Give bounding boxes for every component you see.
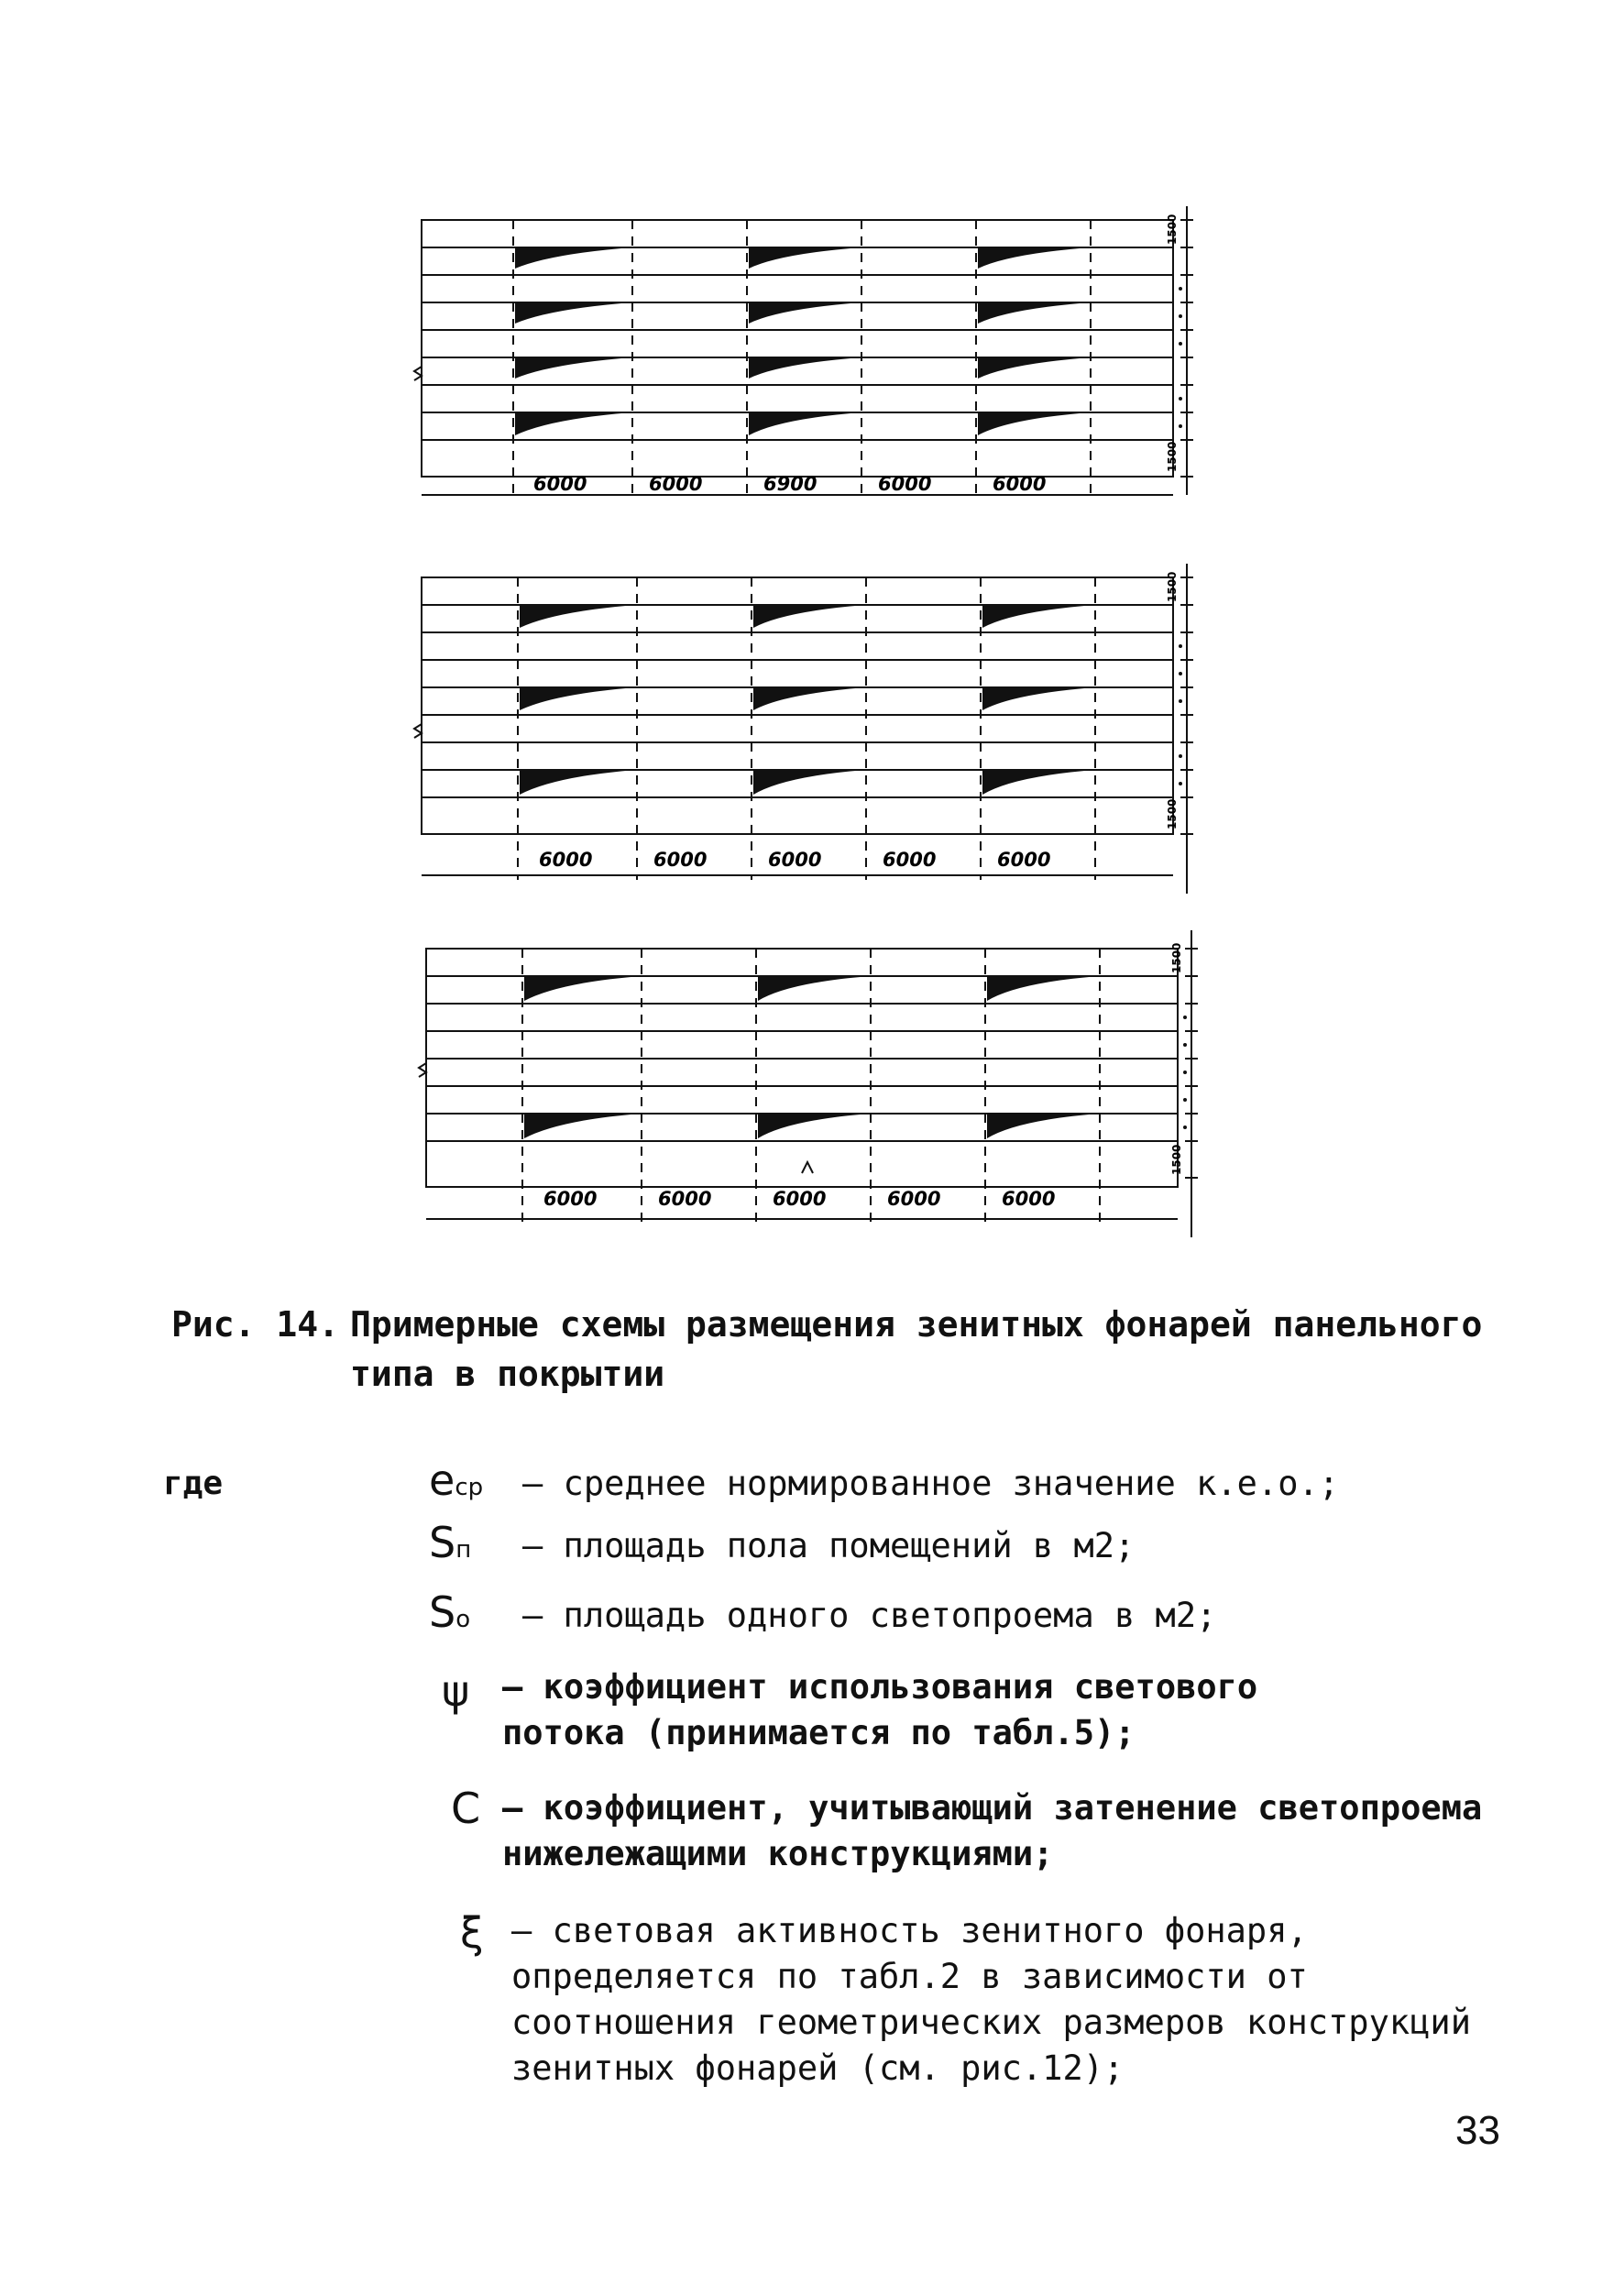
definition-item: [403, 1589, 1540, 1641]
definition-text: – среднее нормированное значение к.е.о.;: [522, 1464, 1340, 1503]
dim-label: 6000: [993, 473, 1047, 495]
definition-symbol: eср: [429, 1455, 484, 1505]
definition-text: – коэффициент использования светового потока (принимается по табл.5);: [502, 1667, 1258, 1752]
definition-symbol: ψ: [442, 1666, 470, 1716]
dim-label: 6000: [997, 849, 1051, 871]
definition-item: [403, 1782, 1540, 1883]
definition-text: – световая активность зенитного фонаря, определяется по табл.2 в зависимости от соотношения геометрических размеров конструкций зенитных фонарей (см. рис.12);: [511, 1911, 1471, 2088]
dim-label: 6000: [883, 849, 937, 871]
dim-label: 6900: [763, 473, 817, 495]
vertical-dim-label: 1500: [1166, 798, 1179, 829]
dim-label: 6000: [887, 1188, 941, 1210]
definition-text: – коэффициент, учитывающий затенение светопроема нижележащими конструкциями;: [502, 1788, 1483, 1873]
vertical-dim-label: 1500: [1170, 942, 1183, 973]
figure-scheme-2: [403, 564, 1228, 894]
dim-label: 6000: [768, 849, 822, 871]
vertical-dim-label: 1500: [1170, 1144, 1183, 1175]
dim-label: 6000: [649, 473, 703, 495]
definition-symbol: С: [451, 1784, 481, 1833]
definition-item: [403, 1661, 1540, 1762]
definition-symbol: ξ: [460, 1908, 484, 1958]
definition-symbol: Sо: [429, 1587, 471, 1637]
dim-label: 6000: [878, 473, 932, 495]
caption-text: Примерные схемы размещения зенитных фонарей панельного типа в покрытии: [350, 1304, 1483, 1394]
definition-item: [403, 1520, 1540, 1571]
scheme-1-drawing: [403, 206, 1228, 536]
dim-label: 6000: [1002, 1188, 1056, 1210]
figure-scheme-3: [403, 926, 1228, 1246]
vertical-dim-label: 1500: [1166, 571, 1179, 602]
dim-label: 6000: [653, 849, 708, 871]
scheme-3-drawing: [403, 926, 1228, 1246]
definition-text: – площадь пола помещений в м2;: [522, 1526, 1136, 1565]
definition-item: [403, 1905, 1540, 2106]
scheme-2-drawing: [403, 564, 1228, 894]
definition-item: [403, 1457, 1540, 1509]
definition-text: – площадь одного светопроема в м2;: [522, 1596, 1217, 1635]
vertical-dim-label: 1500: [1166, 441, 1179, 472]
figure-scheme-1: [403, 206, 1228, 536]
caption-label: Рис. 14.: [171, 1304, 340, 1345]
dim-label: 6000: [658, 1188, 712, 1210]
where-label: где: [163, 1465, 224, 1502]
page-number: 33: [1455, 2108, 1500, 2153]
dim-label: 6000: [533, 473, 587, 495]
dim-label: 6000: [773, 1188, 827, 1210]
dim-label: 6000: [539, 849, 593, 871]
vertical-dim-label: 1500: [1166, 214, 1179, 245]
definition-symbol: Sп: [429, 1518, 472, 1567]
dim-label: 6000: [543, 1188, 598, 1210]
